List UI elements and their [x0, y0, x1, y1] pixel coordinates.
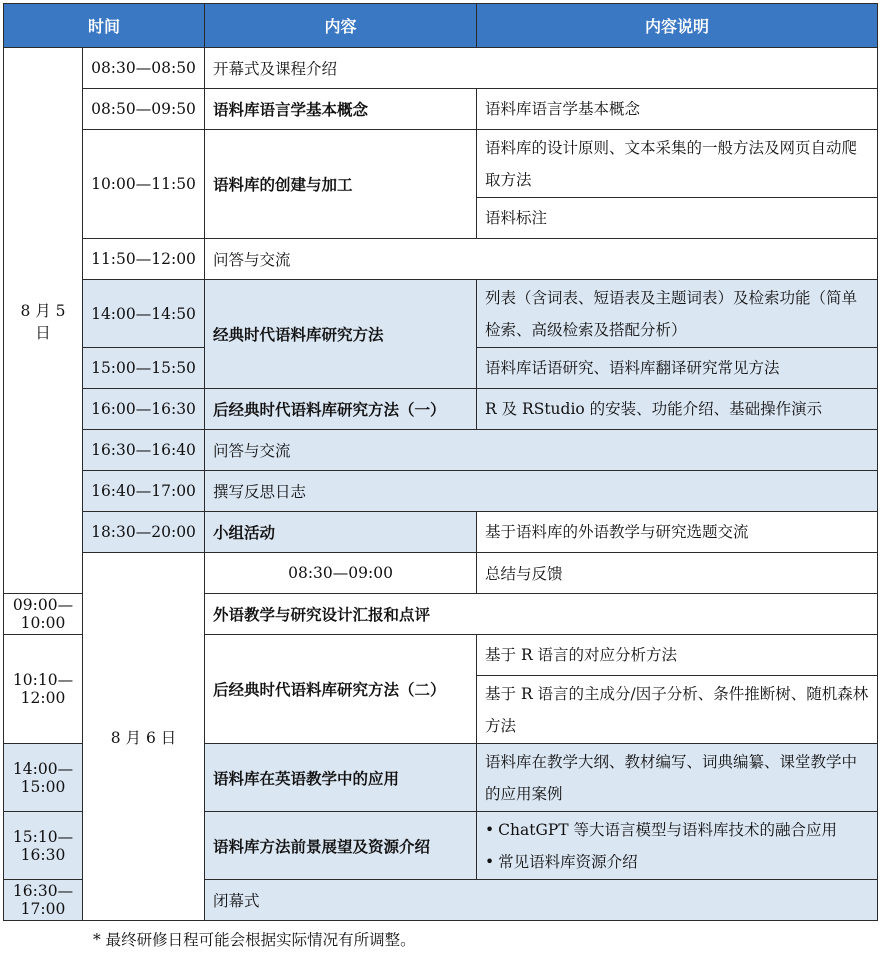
desc-cell: 语料库语言学基本概念: [477, 89, 878, 130]
content-cell: 语料库方法前景展望及资源介绍: [205, 812, 477, 880]
content-cell: 后经典时代语料库研究方法（二）: [205, 635, 477, 744]
footnote: * 最终研修日程可能会根据实际情况有所调整。: [93, 931, 416, 949]
table-row: [4, 512, 878, 553]
table-row: [4, 89, 878, 130]
desc-cell: 语料库的设计原则、文本采集的一般方法及网页自动爬取方法: [477, 130, 878, 198]
time-cell: 08:50—09:50: [83, 89, 205, 130]
desc-cell: 基于 R 语言的主成分/因子分析、条件推断树、随机森林方法: [477, 676, 878, 744]
content-cell: 小组活动: [205, 512, 477, 553]
content-cell: 后经典时代语料库研究方法（一）: [205, 389, 477, 430]
day-label: 8 月 5 日: [4, 48, 83, 594]
header-time: 时间: [4, 4, 205, 48]
desc-cell: 语料库话语研究、语料库翻译研究常见方法: [477, 348, 878, 389]
list-item: • ChatGPT 等大语言模型与语料库技术的融合应用: [485, 814, 869, 846]
desc-cell: R 及 RStudio 的安装、功能介绍、基础操作演示: [477, 389, 878, 430]
content-cell: 语料库在英语教学中的应用: [205, 744, 477, 812]
desc-cell: 基于 R 语言的对应分析方法: [477, 635, 878, 676]
time-cell: 14:00—15:00: [4, 744, 83, 812]
table-row: [4, 239, 878, 280]
table-row: [4, 553, 878, 594]
table-row: [4, 48, 878, 89]
content-cell: 语料库语言学基本概念: [205, 89, 477, 130]
time-cell: 14:00—14:50: [83, 280, 205, 348]
table-row: [4, 280, 878, 348]
content-cell: 撰写反思日志: [205, 471, 878, 512]
content-cell: 语料库的创建与加工: [205, 130, 477, 239]
time-cell: 15:10—16:30: [4, 812, 83, 880]
content-cell: 问答与交流: [205, 430, 878, 471]
desc-cell: 列表（含词表、短语表及主题词表）及检索功能（简单检索、高级检索及搭配分析）: [477, 280, 878, 348]
table-row: [4, 471, 878, 512]
time-cell: 08:30—09:00: [205, 553, 477, 594]
content-cell: 总结与反馈: [477, 553, 878, 594]
time-cell: 16:40—17:00: [83, 471, 205, 512]
header-desc: 内容说明: [477, 4, 878, 48]
desc-cell: 语料标注: [477, 198, 878, 239]
content-cell: 经典时代语料库研究方法: [205, 280, 477, 389]
content-cell: 开幕式及课程介绍: [205, 48, 878, 89]
content-cell: 外语教学与研究设计汇报和点评: [205, 594, 878, 635]
content-cell: 问答与交流: [205, 239, 878, 280]
desc-cell: [477, 812, 878, 880]
time-cell: 18:30—20:00: [83, 512, 205, 553]
time-cell: 10:00—11:50: [83, 130, 205, 239]
time-cell: 16:00—16:30: [83, 389, 205, 430]
table-row: [4, 130, 878, 198]
time-cell: 09:00—10:00: [4, 594, 83, 635]
table-row: [4, 389, 878, 430]
list-item: • 常见语料库资源介绍: [485, 846, 869, 878]
header-content: 内容: [205, 4, 477, 48]
time-cell: 16:30—17:00: [4, 880, 83, 921]
day-label: 8 月 6 日: [83, 553, 205, 921]
desc-cell: 基于语料库的外语教学与研究选题交流: [477, 512, 878, 553]
time-cell: 11:50—12:00: [83, 239, 205, 280]
table-row: [4, 430, 878, 471]
time-cell: 16:30—16:40: [83, 430, 205, 471]
content-cell: 闭幕式: [205, 880, 878, 921]
header-row: [4, 4, 878, 48]
schedule-table: [3, 3, 878, 921]
time-cell: 15:00—15:50: [83, 348, 205, 389]
time-cell: 08:30—08:50: [83, 48, 205, 89]
desc-cell: 语料库在教学大纲、教材编写、词典编纂、课堂教学中的应用案例: [477, 744, 878, 812]
time-cell: 10:10—12:00: [4, 635, 83, 744]
